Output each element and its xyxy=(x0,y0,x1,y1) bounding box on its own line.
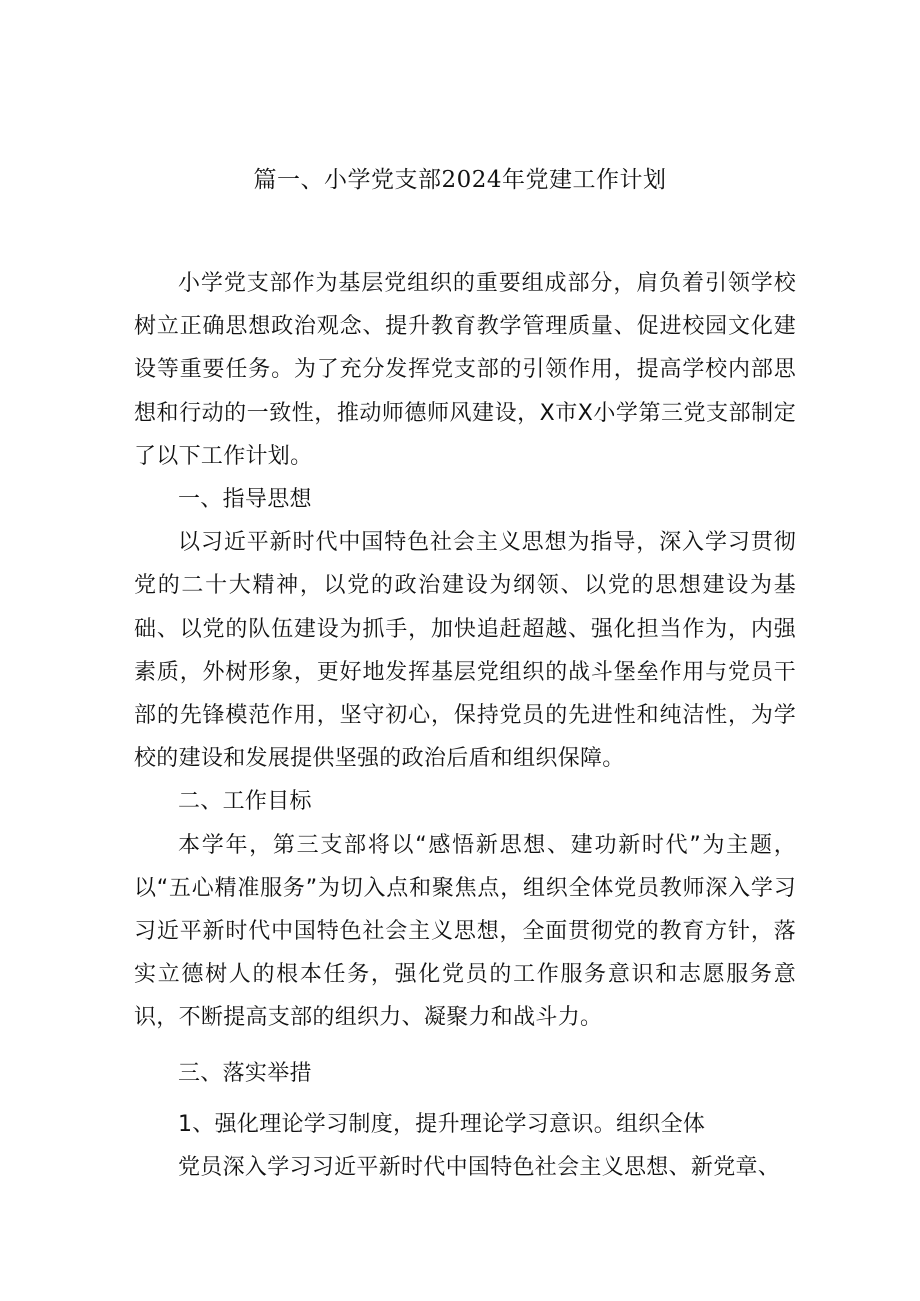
measure-item-1-continued: 党员深入学习习近平新时代中国特色社会主义思想、新党章、 xyxy=(178,1155,781,1181)
document-title: 篇一、小学党支部2024年党建工作计划 xyxy=(253,167,667,193)
section-heading-measures: 三、落实举措 xyxy=(178,1060,312,1086)
intro-paragraph: 小学党支部作为基层党组织的重要组成部分，肩负着引领学校树立正确思想政治观念、提升教育教学管理质量、促进校园文化建设等重要任务。为了充分发挥党支部的引领作用，提高学校内部思想和行动的一致性，推动师德师风建设，X市X小学第三党支部制定了以下工作计划。 xyxy=(134,271,796,469)
document-body xyxy=(134,262,796,1189)
section-paragraph-guiding-thought: 以习近平新时代中国特色社会主义思想为指导，深入学习贯彻党的二十大精神，以党的政治建设为纲领、以党的思想建设为基础、以党的队伍建设为抓手，加快追赶超越、强化担当作为，内强素质，外树形象，更好地发挥基层党组织的战斗堡垒作用与党员干部的先锋模范作用，坚守初心，保持党员的先进性和纯洁性，为学校的建设和发展提供坚强的政治后盾和组织保障。 xyxy=(134,530,796,772)
section-paragraph-work-goals: 本学年，第三支部将以“感悟新思想、建功新时代”为主题，以“五心精准服务”为切入点和聚焦点，组织全体党员教师深入学习习近平新时代中国特色社会主义思想，全面贯彻党的教育方针，落实立德树人的根本任务，强化党员的工作服务意识和志愿服务意识，不断提高支部的组织力、凝聚力和战斗力。 xyxy=(134,832,796,1031)
section-heading-guiding-thought: 一、指导思想 xyxy=(178,487,312,513)
measure-item-1: 1、强化理论学习制度，提升理论学习意识。组织全体 xyxy=(178,1111,706,1137)
section-heading-work-goals: 二、工作目标 xyxy=(178,789,312,815)
